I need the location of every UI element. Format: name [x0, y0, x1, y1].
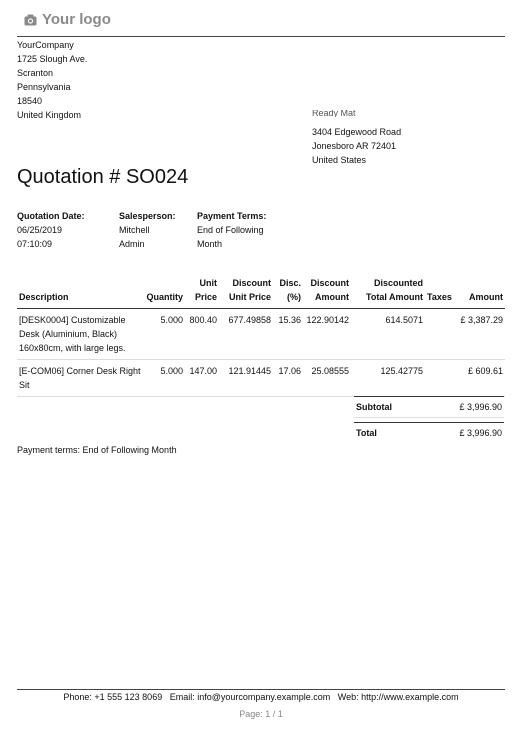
company-country: United Kingdom: [17, 110, 82, 120]
document-title: Quotation # SO024: [17, 166, 189, 188]
page-number: Page: 1 / 1: [239, 709, 283, 719]
row-description: [DESK0004] Customizable Desk (Aluminium, Black) 160x80cm, with large legs.: [19, 315, 126, 353]
payment-terms-value-1: End of Following: [197, 225, 264, 235]
subtotal-value: £ 3,996.90: [459, 402, 502, 412]
row-unit-price: 147.00: [189, 366, 217, 376]
customer-city: Jonesboro AR 72401: [312, 141, 397, 151]
customer-address: [312, 110, 401, 167]
row-description: [E-COM06] Corner Desk Right Sit: [19, 366, 141, 390]
header-quantity: Quantity: [146, 292, 183, 302]
totals-block: [354, 396, 504, 443]
row-quantity: 5.000: [160, 366, 183, 376]
footer-contact: Phone: +1 555 123 8069 Email: info@yourcompany.example.com Web: http://www.example.com: [63, 692, 459, 702]
customer-name-cropped: Ready Mat: [312, 110, 356, 117]
table-header-row: [17, 274, 505, 309]
row-discount-percent: 15.36: [278, 315, 301, 325]
info-salesperson: [119, 209, 176, 251]
header-discounted-total: Discounted Total Amount: [366, 278, 423, 302]
table-row: [17, 309, 505, 360]
payment-terms-label: Payment Terms:: [197, 211, 267, 221]
company-name: YourCompany: [17, 40, 74, 50]
company-zip: 18540: [17, 96, 43, 106]
header-discount-percent: Disc. (%): [279, 278, 301, 302]
row-amount: £ 3,387.29: [460, 315, 503, 325]
row-taxes: [425, 309, 457, 360]
header-divider: [17, 36, 505, 37]
date-value: 06/25/2019: [17, 225, 63, 235]
logo-text: Your logo: [42, 11, 111, 28]
header-amount: Amount: [469, 292, 503, 302]
company-city: Scranton: [17, 68, 54, 78]
total-row: [354, 422, 504, 443]
customer-street: 3404 Edgewood Road: [312, 127, 402, 137]
salesperson-last: Admin: [119, 239, 145, 249]
order-lines-table: [17, 274, 505, 397]
footer-divider: [17, 689, 505, 690]
table-row: [17, 360, 505, 397]
info-payment-terms: [197, 209, 266, 251]
header-unit-price: Unit Price: [194, 278, 217, 302]
total-label: Total: [356, 428, 377, 438]
row-discount-amount: 25.08555: [311, 366, 349, 376]
company-address: [17, 38, 87, 122]
camera-icon: [24, 14, 37, 26]
info-date: [17, 209, 85, 251]
row-discount-amount: 122.90142: [306, 315, 349, 325]
time-value: 07:10:09: [17, 239, 53, 249]
payment-terms-note: Payment terms: End of Following Month: [17, 445, 177, 455]
company-street: 1725 Slough Ave.: [17, 54, 88, 64]
row-discounted-total: 614.5071: [385, 315, 423, 325]
date-label: Quotation Date:: [17, 211, 85, 221]
header-description: Description: [19, 292, 69, 302]
row-discount-percent: 17.06: [278, 366, 301, 376]
row-quantity: 5.000: [160, 315, 183, 325]
row-discount-unit-price: 121.91445: [228, 366, 271, 376]
salesperson-first: Mitchell: [119, 225, 150, 235]
row-taxes: [425, 360, 457, 397]
header-taxes: Taxes: [427, 292, 452, 302]
header-discount-unit-price: Discount Unit Price: [228, 278, 271, 302]
subtotal-label: Subtotal: [356, 402, 392, 412]
row-amount: £ 609.61: [467, 366, 503, 376]
payment-terms-value-2: Month: [197, 239, 223, 249]
subtotal-row: [354, 396, 504, 418]
total-value: £ 3,996.90: [459, 428, 502, 438]
row-discounted-total: 125.42775: [380, 366, 423, 376]
header-discount-amount: Discount Amount: [310, 278, 349, 302]
customer-country: United States: [312, 155, 367, 165]
row-unit-price: 800.40: [189, 315, 217, 325]
row-discount-unit-price: 677.49858: [228, 315, 271, 325]
salesperson-label: Salesperson:: [119, 211, 176, 221]
company-logo: [24, 11, 111, 28]
company-state: Pennsylvania: [17, 82, 71, 92]
